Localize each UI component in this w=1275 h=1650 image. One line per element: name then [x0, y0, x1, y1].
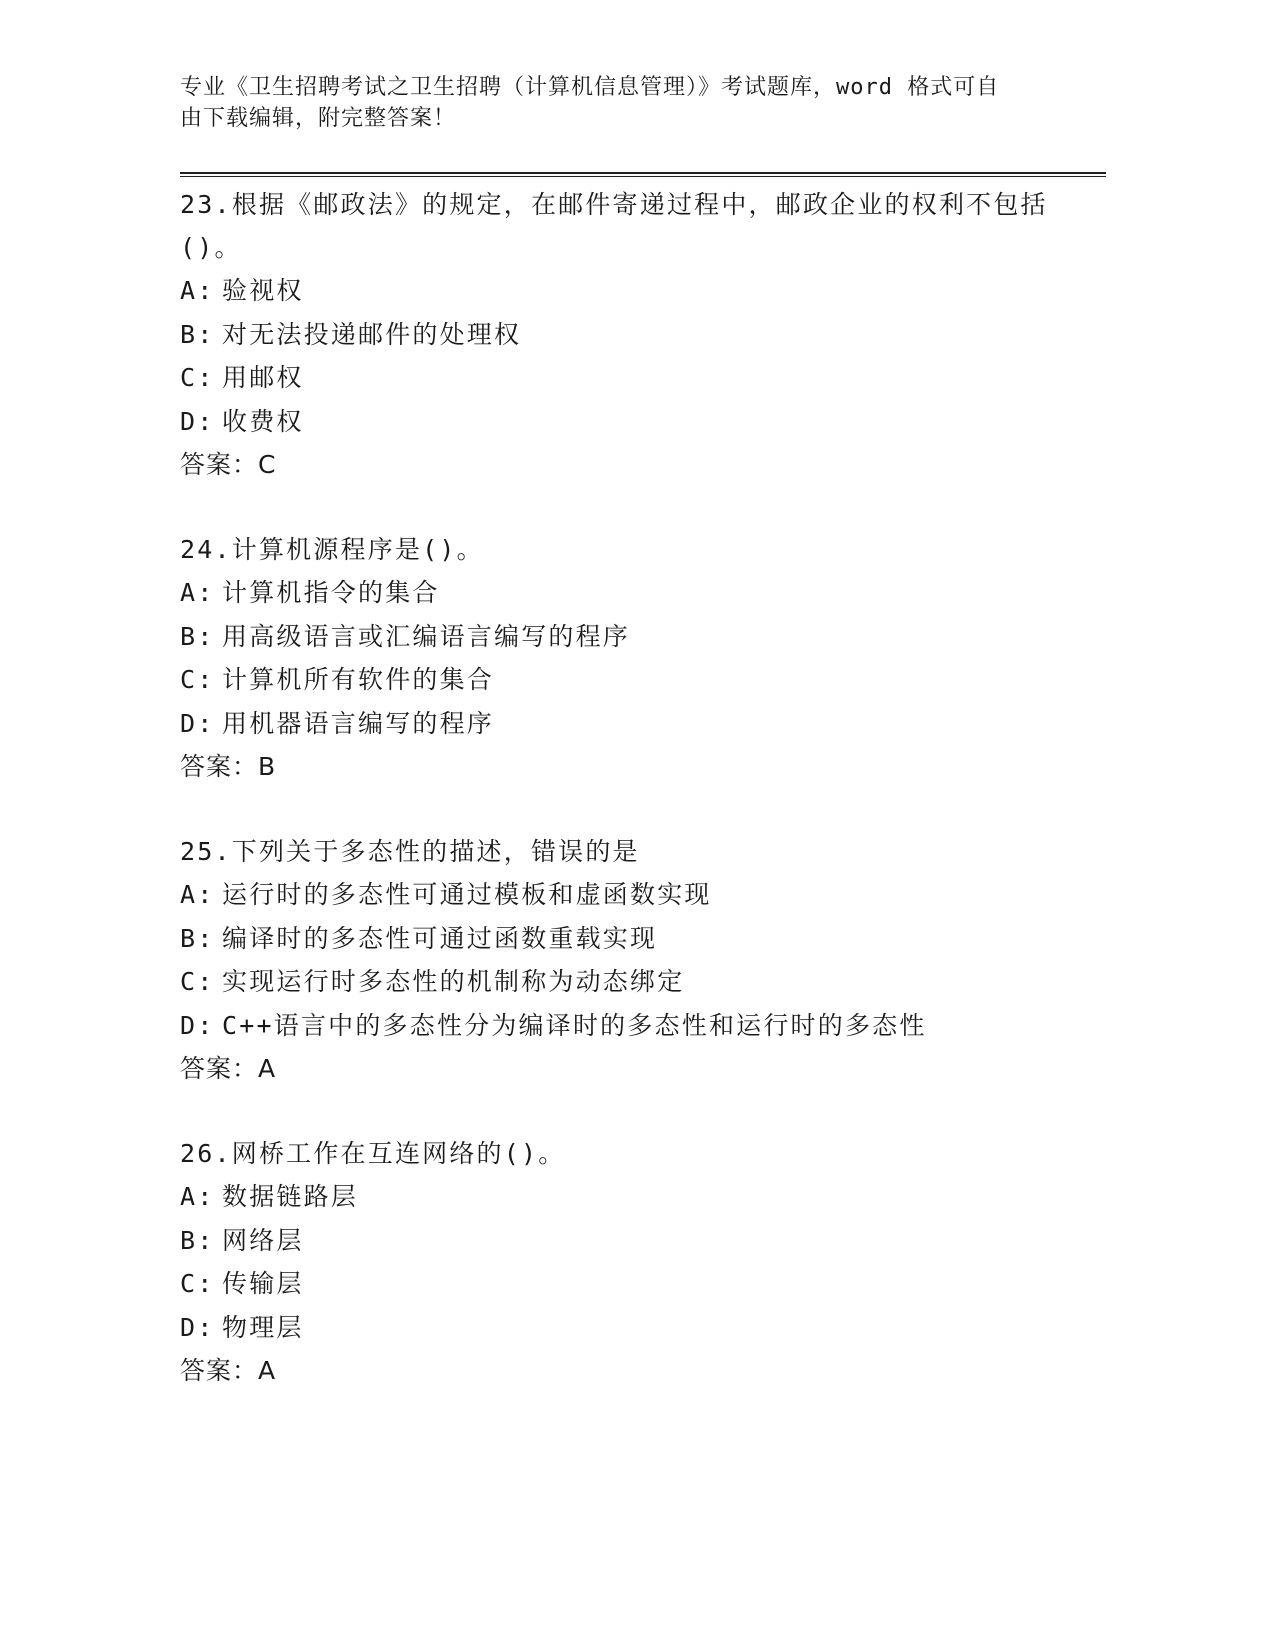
- option-text: 计算机所有软件的集合: [222, 665, 495, 694]
- option-c: [180, 658, 1080, 702]
- option-d: [180, 1306, 1080, 1350]
- option-letter: D:: [180, 1312, 215, 1342]
- option-b: [180, 615, 1080, 659]
- option-letter: B:: [180, 1225, 215, 1255]
- question-list: [180, 183, 1080, 1434]
- option-letter: A:: [180, 276, 215, 305]
- option-a: [180, 269, 1080, 313]
- answer-line: 答案：A: [180, 1356, 277, 1385]
- question-stem: 23.根据《邮政法》的规定，在邮件寄递过程中，邮政企业的权利不包括()。: [180, 190, 1048, 262]
- option-letter: B:: [180, 923, 215, 953]
- option-text: C++语言中的多态性分为编译时的多态性和运行时的多态性: [222, 1010, 927, 1040]
- question-stem: 25.下列关于多态性的描述，错误的是: [180, 837, 640, 866]
- option-b: [180, 917, 1080, 961]
- option-letter: C:: [180, 967, 215, 996]
- option-c: [180, 1262, 1080, 1306]
- option-text: 数据链路层: [222, 1182, 359, 1211]
- option-a: [180, 571, 1080, 615]
- answer-line: 答案：B: [180, 752, 277, 781]
- option-letter: B:: [180, 319, 215, 349]
- option-letter: C:: [180, 363, 215, 392]
- option-text: 实现运行时多态性的机制称为动态绑定: [222, 967, 685, 996]
- option-text: 对无法投递邮件的处理权: [222, 319, 522, 349]
- question-24: [180, 528, 1080, 788]
- option-letter: D:: [180, 1010, 215, 1040]
- question-stem: 26.网桥工作在互连网络的()。: [180, 1139, 566, 1168]
- option-text: 用机器语言编写的程序: [222, 708, 495, 738]
- option-letter: D:: [180, 708, 215, 738]
- option-letter: A:: [180, 1182, 215, 1211]
- option-text: 用高级语言或汇编语言编写的程序: [222, 621, 631, 651]
- option-c: [180, 960, 1080, 1004]
- option-letter: C:: [180, 1269, 215, 1298]
- option-letter: A:: [180, 880, 215, 909]
- question-25: [180, 830, 1080, 1090]
- option-text: 收费权: [222, 406, 304, 436]
- option-letter: A:: [180, 578, 215, 607]
- option-c: [180, 356, 1080, 400]
- option-letter: B:: [180, 621, 215, 651]
- option-b: [180, 313, 1080, 357]
- header-line-1: 专业《卫生招聘考试之卫生招聘（计算机信息管理）》考试题库，word 格式可自: [180, 75, 1000, 100]
- answer-line: 答案：A: [180, 1054, 277, 1083]
- option-a: [180, 873, 1080, 917]
- option-text: 运行时的多态性可通过模板和虚函数实现: [222, 880, 712, 909]
- option-d: [180, 1004, 1080, 1048]
- option-text: 编译时的多态性可通过函数重载实现: [222, 923, 658, 953]
- option-text: 网络层: [222, 1225, 304, 1255]
- option-text: 物理层: [222, 1312, 304, 1342]
- option-text: 传输层: [222, 1269, 304, 1298]
- header-line-2: 由下载编辑，附完整答案！: [180, 106, 457, 131]
- question-26: [180, 1132, 1080, 1392]
- document-header: [180, 72, 1060, 134]
- option-letter: C:: [180, 665, 215, 694]
- option-text: 验视权: [222, 276, 304, 305]
- option-d: [180, 400, 1080, 444]
- option-letter: D:: [180, 406, 215, 436]
- option-a: [180, 1175, 1080, 1219]
- option-d: [180, 702, 1080, 746]
- option-text: 计算机指令的集合: [222, 578, 440, 607]
- option-b: [180, 1219, 1080, 1263]
- option-text: 用邮权: [222, 363, 304, 392]
- header-divider: [180, 172, 1106, 177]
- answer-line: 答案：C: [180, 450, 277, 479]
- question-23: [180, 183, 1080, 486]
- question-stem: 24.计算机源程序是()。: [180, 535, 484, 564]
